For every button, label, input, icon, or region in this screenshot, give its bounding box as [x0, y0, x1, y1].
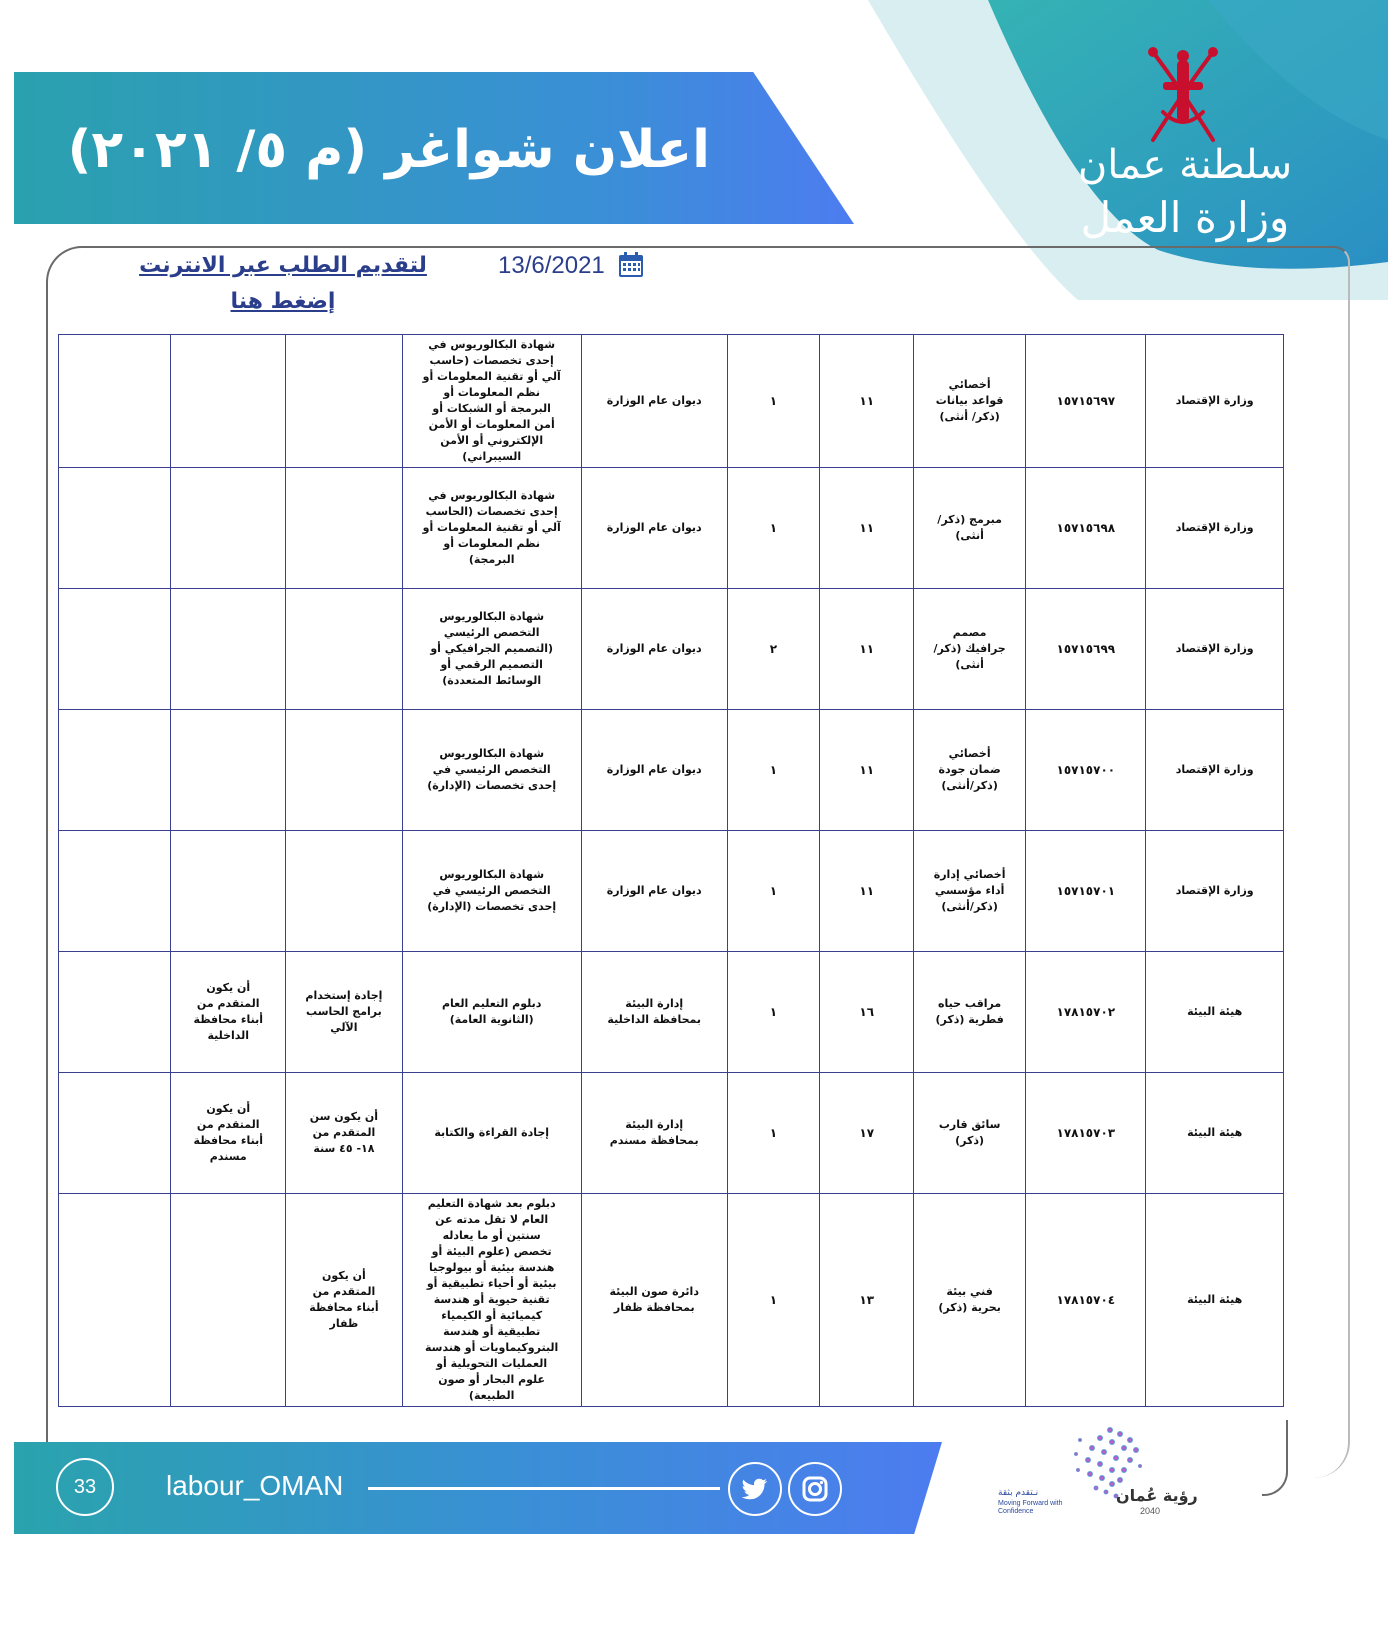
- cell-entity: وزارة الإقتصاد: [1146, 710, 1284, 831]
- table-row: [59, 589, 1284, 710]
- cell-notes: [171, 1194, 286, 1407]
- table-row: [59, 831, 1284, 952]
- cell-extra: [59, 468, 171, 589]
- vision-label: رؤية عُمان: [1116, 1486, 1198, 1505]
- vision-year: 2040: [1140, 1506, 1161, 1516]
- cell-qualification: دبلوم التعليم العام (الثانوية العامة): [402, 952, 581, 1073]
- tagline-arabic: نـتقدم بثقة: [998, 1488, 1039, 1498]
- cell-extra: [59, 1073, 171, 1194]
- cell-skills: إجادة إستخدام برامج الحاسب الآلي: [286, 952, 402, 1073]
- table-row: [59, 952, 1284, 1073]
- table-row: [59, 335, 1284, 468]
- cell-skills: أن يكون المتقدم من أبناء محافظة ظفار: [286, 1194, 402, 1407]
- announcement-date: 13/6/2021: [498, 252, 605, 279]
- instagram-icon[interactable]: [788, 1462, 842, 1516]
- cell-code: ١٥٧١٥٦٩٧: [1026, 335, 1146, 468]
- cell-qualification: شهادة البكالوريوس التخصص الرئيسي في إحدى تخصصات (الإدارة): [402, 710, 581, 831]
- social-handle[interactable]: labour_OMAN: [166, 1470, 344, 1501]
- cell-entity: وزارة الإقتصاد: [1146, 831, 1284, 952]
- page-number: 33: [56, 1458, 114, 1516]
- cell-title: فني بيئة بحرية (ذكر): [914, 1194, 1026, 1407]
- table-row: [59, 1194, 1284, 1407]
- cell-extra: [59, 710, 171, 831]
- cell-qualification: إجادة القراءة والكتابة: [402, 1073, 581, 1194]
- cell-grade: ١١: [820, 468, 914, 589]
- table-row: [59, 468, 1284, 589]
- cell-count: ١: [727, 1194, 820, 1407]
- cell-extra: [59, 335, 171, 468]
- cell-grade: ١١: [820, 589, 914, 710]
- cell-skills: أن يكون سن المتقدم من ١٨- ٤٥ سنة: [286, 1073, 402, 1194]
- oman-vision-2040-logo: [1040, 1410, 1200, 1530]
- cell-title: أخصائي ضمان جودة (ذكر/أنثى): [914, 710, 1026, 831]
- cell-location: ديوان عام الوزارة: [581, 589, 727, 710]
- cell-notes: [171, 710, 286, 831]
- cell-grade: ١٣: [820, 1194, 914, 1407]
- cell-count: ١: [727, 335, 820, 468]
- cell-skills: [286, 468, 402, 589]
- cell-notes: [171, 468, 286, 589]
- cell-code: ١٥٧١٥٦٩٩: [1026, 589, 1146, 710]
- cell-extra: [59, 831, 171, 952]
- cell-location: ديوان عام الوزارة: [581, 335, 727, 468]
- cell-title: سائق قارب (ذكر): [914, 1073, 1026, 1194]
- cell-qualification: شهادة البكالوريوس التخصص الرئيسي (التصميم الجرافيكي أو التصميم الرقمي أو الوسائط المتعددة): [402, 589, 581, 710]
- cell-grade: ١١: [820, 335, 914, 468]
- cell-entity: هيئة البيئة: [1146, 952, 1284, 1073]
- cell-skills: [286, 335, 402, 468]
- cell-grade: ١١: [820, 831, 914, 952]
- cell-title: مراقب حياه فطرية (ذكر): [914, 952, 1026, 1073]
- cell-entity: وزارة الإقتصاد: [1146, 589, 1284, 710]
- cell-qualification: شهادة البكالوريوس في إحدى تخصصات (حاسب آلي أو تقنية المعلومات أو نظم المعلومات أو البرمجة أو الشبكات أو أمن المعلومات أو الأمن الإلكتروني أو الأمن السيبراني): [402, 335, 581, 468]
- cell-count: ١: [727, 952, 820, 1073]
- cell-location: ديوان عام الوزارة: [581, 468, 727, 589]
- cell-extra: [59, 1194, 171, 1407]
- cell-skills: [286, 831, 402, 952]
- cell-code: ١٥٧١٥٦٩٨: [1026, 468, 1146, 589]
- cell-notes: أن يكون المتقدم من أبناء محافظة الداخلية: [171, 952, 286, 1073]
- ministry-calligraphy: وزارة العمل: [1080, 193, 1290, 242]
- cell-qualification: دبلوم بعد شهادة التعليم العام لا تقل مدته عن سنتين أو ما يعادله تخصص (علوم البيئة أو هندسة بيئية أو بيولوجيا بيئية أو أحياء تطبيقية أو تقنية حيوية أو هندسة كيميائية أو الكيمياء تطبيقية أو هندسة البتروكيماويات أو هندسة العمليات التحويلية أو علوم البحار أو صون الطبيعة): [402, 1194, 581, 1407]
- cell-notes: [171, 335, 286, 468]
- cell-qualification: شهادة البكالوريوس التخصص الرئيسي في إحدى تخصصات (الإدارة): [402, 831, 581, 952]
- cell-notes: أن يكون المتقدم من أبناء محافظة مسندم: [171, 1073, 286, 1194]
- twitter-icon[interactable]: [728, 1462, 782, 1516]
- cell-code: ١٥٧١٥٧٠١: [1026, 831, 1146, 952]
- cell-code: ١٧٨١٥٧٠٤: [1026, 1194, 1146, 1407]
- cell-title: أخصائي إدارة أداء مؤسسي (ذكر/أنثى): [914, 831, 1026, 952]
- cell-skills: [286, 710, 402, 831]
- apply-online-link[interactable]: لتقديم الطلب عبر الانترنت إضغط هنا: [139, 253, 427, 314]
- cell-location: إدارة البيئة بمحافظة الداخلية: [581, 952, 727, 1073]
- oman-emblem-icon: [1133, 42, 1233, 150]
- table-row: [59, 1073, 1284, 1194]
- frame-corner: [1262, 1420, 1288, 1496]
- cell-count: ١: [727, 468, 820, 589]
- cell-location: ديوان عام الوزارة: [581, 831, 727, 952]
- cell-code: ١٧٨١٥٧٠٢: [1026, 952, 1146, 1073]
- cell-grade: ١٦: [820, 952, 914, 1073]
- cell-code: ١٥٧١٥٧٠٠: [1026, 710, 1146, 831]
- cell-count: ٢: [727, 589, 820, 710]
- cell-count: ١: [727, 1073, 820, 1194]
- sultanate-calligraphy: سلطنة عمان: [1077, 142, 1293, 188]
- cell-count: ١: [727, 710, 820, 831]
- cell-location: إدارة البيئة بمحافظة مسندم: [581, 1073, 727, 1194]
- cell-title: أخصائي قواعد بيانات (ذكر/ أنثى): [914, 335, 1026, 468]
- cell-skills: [286, 589, 402, 710]
- cell-extra: [59, 952, 171, 1073]
- page-title: اعلان شواغر (م ٥/ ٢٠٢١): [67, 120, 710, 180]
- cell-notes: [171, 589, 286, 710]
- table-row: [59, 710, 1284, 831]
- cell-title: مبرمج (ذكر/ أنثى): [914, 468, 1026, 589]
- cell-grade: ١٧: [820, 1073, 914, 1194]
- footer-divider-line: [368, 1487, 720, 1490]
- cell-code: ١٧٨١٥٧٠٣: [1026, 1073, 1146, 1194]
- cell-entity: هيئة البيئة: [1146, 1194, 1284, 1407]
- cell-location: دائرة صون البيئة بمحافظة ظفار: [581, 1194, 727, 1407]
- cell-qualification: شهادة البكالوريوس في إحدى تخصصات (الحاسب آلي أو تقنية المعلومات أو نظم المعلومات أو البرمجة): [402, 468, 581, 589]
- cell-title: مصمم جرافيك (ذكر/أنثى): [914, 589, 1026, 710]
- cell-entity: هيئة البيئة: [1146, 1073, 1284, 1194]
- cell-entity: وزارة الإقتصاد: [1146, 468, 1284, 589]
- vacancies-table: [58, 334, 1284, 1407]
- tagline-english: Moving Forward with Confidence: [998, 1500, 1063, 1515]
- cell-extra: [59, 589, 171, 710]
- cell-count: ١: [727, 831, 820, 952]
- calendar-icon: [618, 252, 644, 278]
- cell-entity: وزارة الإقتصاد: [1146, 335, 1284, 468]
- cell-notes: [171, 831, 286, 952]
- cell-grade: ١١: [820, 710, 914, 831]
- cell-location: ديوان عام الوزارة: [581, 710, 727, 831]
